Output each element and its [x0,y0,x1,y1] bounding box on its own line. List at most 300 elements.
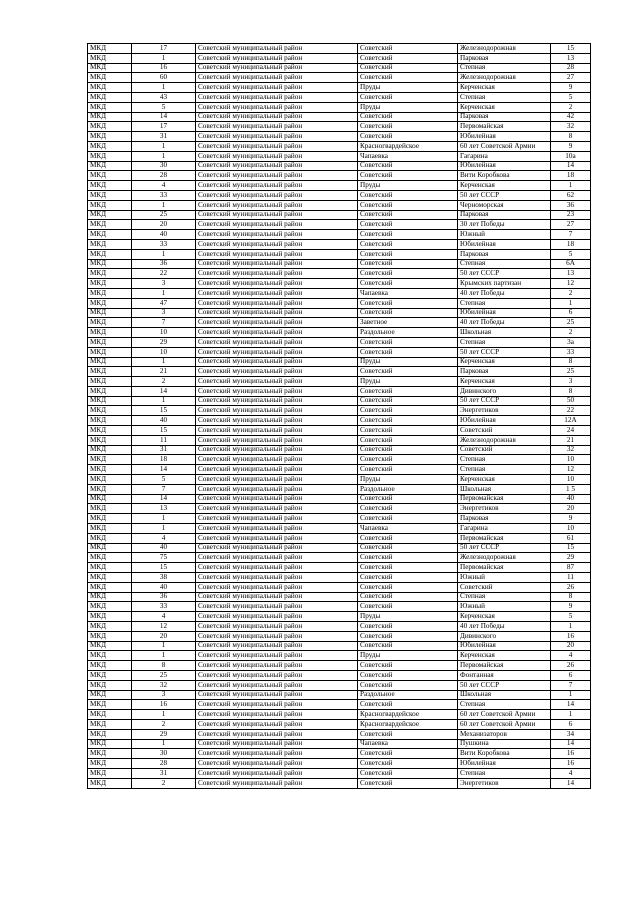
building-type-cell: МКД [88,230,132,240]
object-count-cell: 40 [132,230,196,240]
locality-cell: Советский [358,269,458,279]
district-cell: Советский муниципальный район [196,406,358,416]
district-cell: Советский муниципальный район [196,719,358,729]
locality-cell: Советский [358,631,458,641]
house-number-cell: 5 [551,249,591,259]
building-type-cell: МКД [88,151,132,161]
table-row [88,337,591,347]
house-number-cell: 26 [551,582,591,592]
house-number-cell: 50 [551,396,591,406]
building-type-cell: МКД [88,44,132,54]
object-count-cell: 1 [132,524,196,534]
house-number-cell: 29 [551,553,591,563]
locality-cell: Красногвардейское [358,719,458,729]
building-type-cell: МКД [88,122,132,132]
house-number-cell: 14 [551,778,591,788]
street-cell: Первомайская [458,122,551,132]
object-count-cell: 1 [132,249,196,259]
object-count-cell: 40 [132,416,196,426]
street-cell: Степная [458,63,551,73]
object-count-cell: 1 [132,53,196,63]
building-type-cell: МКД [88,729,132,739]
house-number-cell: 9 [551,514,591,524]
building-type-cell: МКД [88,337,132,347]
district-cell: Советский муниципальный район [196,171,358,181]
object-count-cell: 29 [132,337,196,347]
street-cell: 40 лет Победы [458,318,551,328]
district-cell: Советский муниципальный район [196,279,358,289]
locality-cell: Советский [358,347,458,357]
building-type-cell: МКД [88,641,132,651]
object-count-cell: 75 [132,553,196,563]
district-cell: Советский муниципальный район [196,671,358,681]
house-number-cell: 18 [551,239,591,249]
district-cell: Советский муниципальный район [196,690,358,700]
building-type-cell: МКД [88,308,132,318]
building-type-cell: МКД [88,239,132,249]
district-cell: Советский муниципальный район [196,141,358,151]
house-number-cell: 7 [551,680,591,690]
locality-cell: Советский [358,44,458,54]
object-count-cell: 36 [132,259,196,269]
object-count-cell: 20 [132,220,196,230]
street-cell: Первомайская [458,661,551,671]
building-type-cell: МКД [88,347,132,357]
table-row [88,83,591,93]
building-type-cell: МКД [88,102,132,112]
object-count-cell: 5 [132,102,196,112]
object-count-cell: 1 [132,514,196,524]
house-number-cell: 13 [551,53,591,63]
building-type-cell: МКД [88,592,132,602]
table-row [88,759,591,769]
district-cell: Советский муниципальный район [196,122,358,132]
table-row [88,288,591,298]
table-body [88,44,591,789]
district-cell: Советский муниципальный район [196,396,358,406]
building-type-cell: МКД [88,445,132,455]
district-cell: Советский муниципальный район [196,318,358,328]
district-cell: Советский муниципальный район [196,73,358,83]
district-cell: Советский муниципальный район [196,288,358,298]
locality-cell: Советский [358,210,458,220]
street-cell: 50 лет СССР [458,269,551,279]
building-type-cell: МКД [88,622,132,632]
locality-cell: Пруды [358,181,458,191]
street-cell: Дивинского [458,386,551,396]
building-type-cell: МКД [88,73,132,83]
object-count-cell: 43 [132,92,196,102]
street-cell: Железнодорожная [458,553,551,563]
table-row [88,44,591,54]
building-type-cell: МКД [88,543,132,553]
district-cell: Советский муниципальный район [196,259,358,269]
object-count-cell: 31 [132,445,196,455]
building-type-cell: МКД [88,161,132,171]
street-cell: Парковая [458,210,551,220]
table-row [88,514,591,524]
building-type-cell: МКД [88,661,132,671]
building-type-cell: МКД [88,494,132,504]
house-number-cell: 32 [551,122,591,132]
table-row [88,328,591,338]
building-type-cell: МКД [88,426,132,436]
house-number-cell: 9 [551,83,591,93]
street-cell: Энергетиков [458,778,551,788]
house-number-cell: 5 [551,92,591,102]
street-cell: Степная [458,465,551,475]
object-count-cell: 11 [132,435,196,445]
table-row [88,396,591,406]
building-type-cell: МКД [88,582,132,592]
building-type-cell: МКД [88,83,132,93]
district-cell: Советский муниципальный район [196,416,358,426]
building-type-cell: МКД [88,132,132,142]
locality-cell: Советский [358,367,458,377]
house-number-cell: 12А [551,416,591,426]
table-row [88,249,591,259]
locality-cell: Советский [358,259,458,269]
object-count-cell: 28 [132,171,196,181]
locality-cell: Пруды [358,651,458,661]
table-row [88,543,591,553]
locality-cell: Советский [358,200,458,210]
building-type-cell: МКД [88,739,132,749]
object-count-cell: 3 [132,279,196,289]
street-cell: Керченская [458,475,551,485]
table-row [88,631,591,641]
street-cell: Крымских партизан [458,279,551,289]
locality-cell: Советский [358,514,458,524]
district-cell: Советский муниципальный район [196,220,358,230]
locality-cell: Пруды [358,357,458,367]
building-type-cell: МКД [88,279,132,289]
street-cell: Советский [458,445,551,455]
building-type-cell: МКД [88,690,132,700]
table-row [88,406,591,416]
street-cell: Керченская [458,357,551,367]
district-cell: Советский муниципальный район [196,112,358,122]
house-number-cell: 4 [551,768,591,778]
building-type-cell: МКД [88,318,132,328]
street-cell: 50 лет СССР [458,396,551,406]
street-cell: Юбилейная [458,308,551,318]
building-type-cell: МКД [88,288,132,298]
object-count-cell: 40 [132,582,196,592]
district-cell: Советский муниципальный район [196,83,358,93]
table-row [88,63,591,73]
building-type-cell: МКД [88,328,132,338]
object-count-cell: 14 [132,465,196,475]
district-cell: Советский муниципальный район [196,347,358,357]
object-count-cell: 30 [132,749,196,759]
house-number-cell: 33 [551,347,591,357]
table-row [88,318,591,328]
street-cell: Энергетиков [458,406,551,416]
house-number-cell: 16 [551,749,591,759]
table-row [88,308,591,318]
building-type-cell: МКД [88,249,132,259]
table-row [88,357,591,367]
table-row [88,455,591,465]
object-count-cell: 10 [132,347,196,357]
district-cell: Советский муниципальный район [196,729,358,739]
object-count-cell: 2 [132,377,196,387]
street-cell: Железнодорожная [458,435,551,445]
building-type-cell: МКД [88,396,132,406]
district-cell: Советский муниципальный район [196,749,358,759]
building-type-cell: МКД [88,465,132,475]
locality-cell: Пруды [358,102,458,112]
object-count-cell: 4 [132,533,196,543]
locality-cell: Советский [358,406,458,416]
table-row [88,690,591,700]
house-number-cell: 23 [551,210,591,220]
locality-cell: Советский [358,729,458,739]
street-cell: Гагарина [458,151,551,161]
table-row [88,651,591,661]
street-cell: Парковая [458,112,551,122]
object-count-cell: 2 [132,778,196,788]
district-cell: Советский муниципальный район [196,651,358,661]
object-count-cell: 16 [132,700,196,710]
house-number-cell: 16 [551,759,591,769]
building-type-cell: МКД [88,435,132,445]
street-cell: Степная [458,455,551,465]
object-count-cell: 28 [132,759,196,769]
locality-cell: Советский [358,533,458,543]
district-cell: Советский муниципальный район [196,504,358,514]
building-type-cell: МКД [88,298,132,308]
building-type-cell: МКД [88,573,132,583]
table-row [88,347,591,357]
object-count-cell: 30 [132,161,196,171]
district-cell: Советский муниципальный район [196,533,358,543]
table-row [88,122,591,132]
locality-cell: Советский [358,749,458,759]
house-number-cell: 24 [551,426,591,436]
street-cell: 50 лет СССР [458,680,551,690]
locality-cell: Пруды [358,475,458,485]
district-cell: Советский муниципальный район [196,249,358,259]
object-count-cell: 13 [132,504,196,514]
house-number-cell: 28 [551,63,591,73]
district-cell: Советский муниципальный район [196,386,358,396]
house-number-cell: 18 [551,171,591,181]
street-cell: Степная [458,337,551,347]
locality-cell: Советский [358,671,458,681]
street-cell: Юбилейная [458,416,551,426]
table-row [88,239,591,249]
locality-cell: Советский [358,190,458,200]
table-row [88,739,591,749]
house-number-cell: 1 [551,181,591,191]
object-count-cell: 7 [132,318,196,328]
object-count-cell: 32 [132,680,196,690]
district-cell: Советский муниципальный район [196,592,358,602]
table-row [88,53,591,63]
house-number-cell: 6 [551,671,591,681]
object-count-cell: 36 [132,592,196,602]
object-count-cell: 20 [132,631,196,641]
district-cell: Советский муниципальный район [196,357,358,367]
street-cell: Парковая [458,367,551,377]
locality-cell: Пруды [358,83,458,93]
locality-cell: Советский [358,308,458,318]
street-cell: 60 лет Советской Армии [458,719,551,729]
locality-cell: Чапаевка [358,524,458,534]
house-number-cell: 10 [551,475,591,485]
locality-cell: Советский [358,239,458,249]
street-cell: Дивинского [458,631,551,641]
table-row [88,700,591,710]
street-cell: Юбилейная [458,239,551,249]
house-number-cell: 6А [551,259,591,269]
object-count-cell: 47 [132,298,196,308]
table-row [88,475,591,485]
district-cell: Советский муниципальный район [196,475,358,485]
building-type-cell: МКД [88,416,132,426]
district-cell: Советский муниципальный район [196,200,358,210]
district-cell: Советский муниципальный район [196,53,358,63]
locality-cell: Советский [358,396,458,406]
building-type-cell: МКД [88,367,132,377]
building-type-cell: МКД [88,200,132,210]
table-row [88,377,591,387]
object-count-cell: 17 [132,44,196,54]
object-count-cell: 3 [132,690,196,700]
house-number-cell: 26 [551,661,591,671]
locality-cell: Советский [358,230,458,240]
locality-cell: Раздольное [358,484,458,494]
street-cell: Первомайская [458,533,551,543]
object-count-cell: 12 [132,622,196,632]
district-cell: Советский муниципальный район [196,92,358,102]
table-row [88,426,591,436]
object-count-cell: 14 [132,494,196,504]
street-cell: 50 лет СССР [458,190,551,200]
object-count-cell: 7 [132,484,196,494]
house-number-cell: 1 [551,298,591,308]
object-count-cell: 33 [132,190,196,200]
district-cell: Советский муниципальный район [196,563,358,573]
building-type-cell: МКД [88,386,132,396]
district-cell: Советский муниципальный район [196,63,358,73]
street-cell: 50 лет СССР [458,347,551,357]
building-type-cell: МКД [88,259,132,269]
table-row [88,778,591,788]
building-type-cell: МКД [88,778,132,788]
street-cell: Южный [458,602,551,612]
house-number-cell: 8 [551,592,591,602]
table-row [88,484,591,494]
building-type-cell: МКД [88,210,132,220]
house-number-cell: 14 [551,700,591,710]
locality-cell: Советский [358,680,458,690]
locality-cell: Советский [358,337,458,347]
district-cell: Советский муниципальный район [196,543,358,553]
table-row [88,465,591,475]
house-number-cell: 36 [551,200,591,210]
street-cell: Первомайская [458,563,551,573]
locality-cell: Чапаевка [358,151,458,161]
table-row [88,445,591,455]
house-number-cell: 9 [551,602,591,612]
object-count-cell: 14 [132,112,196,122]
object-count-cell: 15 [132,426,196,436]
house-number-cell: 10 [551,455,591,465]
house-number-cell: 12 [551,279,591,289]
locality-cell: Советский [358,768,458,778]
district-cell: Советский муниципальный район [196,759,358,769]
table-row [88,680,591,690]
building-type-cell: МКД [88,63,132,73]
district-cell: Советский муниципальный район [196,337,358,347]
object-count-cell: 21 [132,367,196,377]
table-row [88,553,591,563]
street-cell: Черноморская [458,200,551,210]
house-number-cell: 34 [551,729,591,739]
object-count-cell: 15 [132,406,196,416]
object-count-cell: 4 [132,612,196,622]
district-cell: Советский муниципальный район [196,161,358,171]
object-count-cell: 10 [132,328,196,338]
object-count-cell: 14 [132,386,196,396]
street-cell: Вити Коробкова [458,749,551,759]
locality-cell: Раздольное [358,328,458,338]
table-row [88,661,591,671]
table-row [88,171,591,181]
district-cell: Советский муниципальный район [196,700,358,710]
district-cell: Советский муниципальный район [196,661,358,671]
object-count-cell: 5 [132,475,196,485]
street-cell: 30 лет Победы [458,220,551,230]
district-cell: Советский муниципальный район [196,631,358,641]
locality-cell: Советский [358,445,458,455]
building-type-cell: МКД [88,710,132,720]
house-number-cell: 61 [551,533,591,543]
house-number-cell: 2 [551,288,591,298]
table-row [88,563,591,573]
house-number-cell: 16 [551,631,591,641]
district-cell: Советский муниципальный район [196,239,358,249]
table-row [88,641,591,651]
street-cell: Вити Коробкова [458,171,551,181]
district-cell: Советский муниципальный район [196,210,358,220]
district-cell: Советский муниципальный район [196,494,358,504]
district-cell: Советский муниципальный район [196,44,358,54]
house-number-cell: 3а [551,337,591,347]
object-count-cell: 1 [132,651,196,661]
locality-cell: Советский [358,435,458,445]
table-row [88,220,591,230]
object-count-cell: 31 [132,768,196,778]
object-count-cell: 60 [132,73,196,83]
district-cell: Советский муниципальный район [196,524,358,534]
street-cell: Парковая [458,53,551,63]
building-type-cell: МКД [88,357,132,367]
locality-cell: Советский [358,641,458,651]
building-type-cell: МКД [88,504,132,514]
object-count-cell: 16 [132,63,196,73]
street-cell: Фонтанная [458,671,551,681]
street-cell: Степная [458,700,551,710]
table-row [88,494,591,504]
street-cell: 50 лет СССР [458,543,551,553]
house-number-cell: 9 [551,141,591,151]
locality-cell: Советский [358,92,458,102]
house-number-cell: 25 [551,318,591,328]
